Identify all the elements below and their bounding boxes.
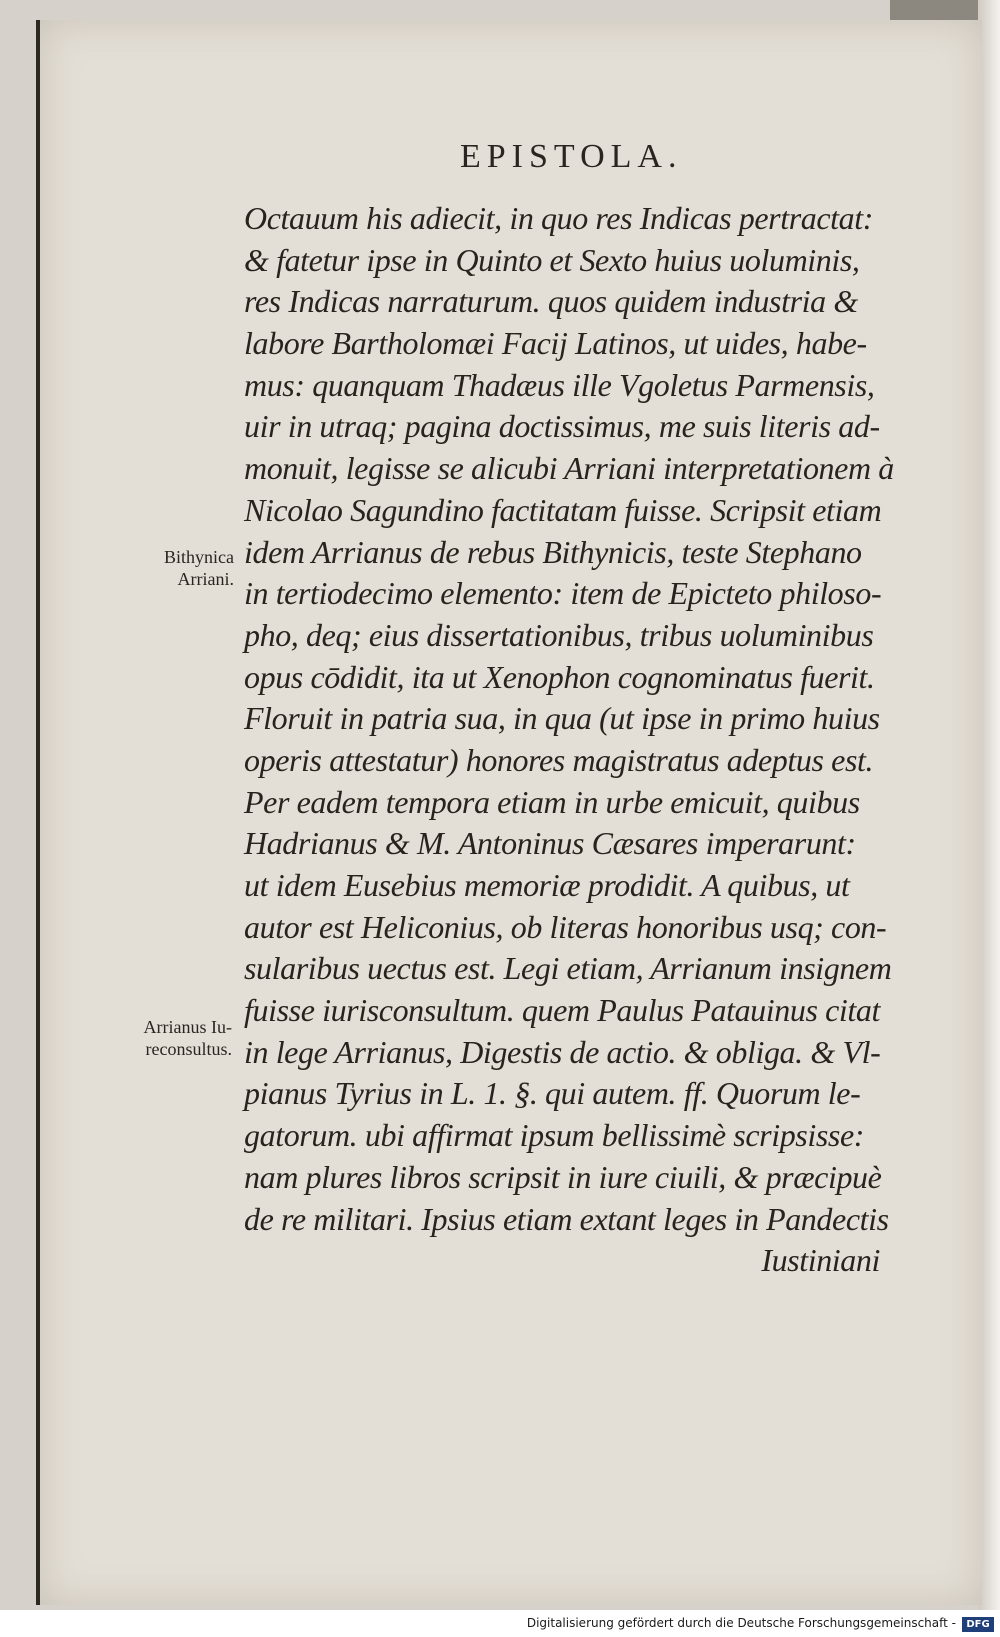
margin-note-line: reconsultus.	[145, 1039, 232, 1059]
text-line: nam plures libros scripsit in iure ciuili, & præcipuè	[244, 1158, 882, 1195]
text-line: mus: quanquam Thadæus ille Vgoletus Parmensis,	[244, 366, 875, 403]
text-line: res Indicas narraturum. quos quidem industria &	[244, 283, 858, 320]
margin-note-line: Bithynica	[164, 547, 234, 567]
text-line: monuit, legisse se alicubi Arriani interpretationem à	[244, 450, 894, 487]
text-line: opus cōdidit, ita ut Xenophon cognominatus fuerit.	[244, 658, 875, 695]
catchword: Iustiniani	[761, 1242, 880, 1279]
margin-note-line: Arrianus Iu-	[143, 1017, 232, 1037]
text-line: & fatetur ipse in Quinto et Sexto huius uoluminis,	[244, 241, 860, 278]
text-line: Hadrianus & M. Antoninus Cæsares imperarunt:	[244, 825, 856, 862]
text-line: Per eadem tempora etiam in urbe emicuit, quibus	[244, 783, 860, 820]
text-line: in tertiodecimo elemento: item de Epicteto philoso-	[244, 575, 882, 612]
text-line: operis attestatur) honores magistratus adeptus est.	[244, 741, 874, 778]
footer-bar	[0, 1614, 1000, 1637]
margin-note-line: Arriani.	[177, 569, 234, 589]
dfg-logo: DFG	[962, 1617, 994, 1632]
text-line: Octauum his adiecit, in quo res Indicas pertractat:	[244, 200, 873, 236]
margin-note	[76, 1016, 232, 1060]
text-line: fuisse iurisconsultum. quem Paulus Patauinus citat	[244, 992, 880, 1029]
text-line: ut idem Eusebius memoriæ prodidit. A quibus, ut	[244, 867, 850, 903]
text-line: in lege Arrianus, Digestis de actio. & obliga. & Vl-	[244, 1033, 881, 1070]
running-header: EPISTOLA.	[460, 138, 683, 175]
funding-credit: Digitalisierung gefördert durch die Deutsche Forschungsgemeinschaft -	[526, 1616, 956, 1630]
text-line: pianus Tyrius in L. 1. §. qui autem. ff. Quorum le-	[244, 1075, 861, 1112]
text-line: gatorum. ubi affirmat ipsum bellissimè scripsisse:	[244, 1117, 865, 1154]
body-text	[244, 198, 924, 1282]
text-line: Floruit in patria sua, in qua (ut ipse in primo huius	[244, 700, 880, 737]
text-line: labore Bartholomæi Facij Latinos, ut uides, habe-	[244, 325, 867, 362]
text-line: de re militari. Ipsius etiam extant leges in Pandectis	[244, 1200, 889, 1237]
text-line: sularibus uectus est. Legi etiam, Arrianum insignem	[244, 950, 892, 987]
text-line: Nicolao Sagundino factitatam fuisse. Scripsit etiam	[244, 491, 882, 528]
text-line: autor est Heliconius, ob literas honoribus usq; con-	[244, 908, 887, 945]
text-line: idem Arrianus de rebus Bithynicis, teste Stephano	[244, 533, 862, 570]
margin-note	[108, 546, 234, 590]
text-line: uir in utraq; pagina doctissimus, me suis literis ad-	[244, 408, 880, 445]
text-line: pho, deq; eius dissertationibus, tribus uoluminibus	[244, 616, 874, 653]
